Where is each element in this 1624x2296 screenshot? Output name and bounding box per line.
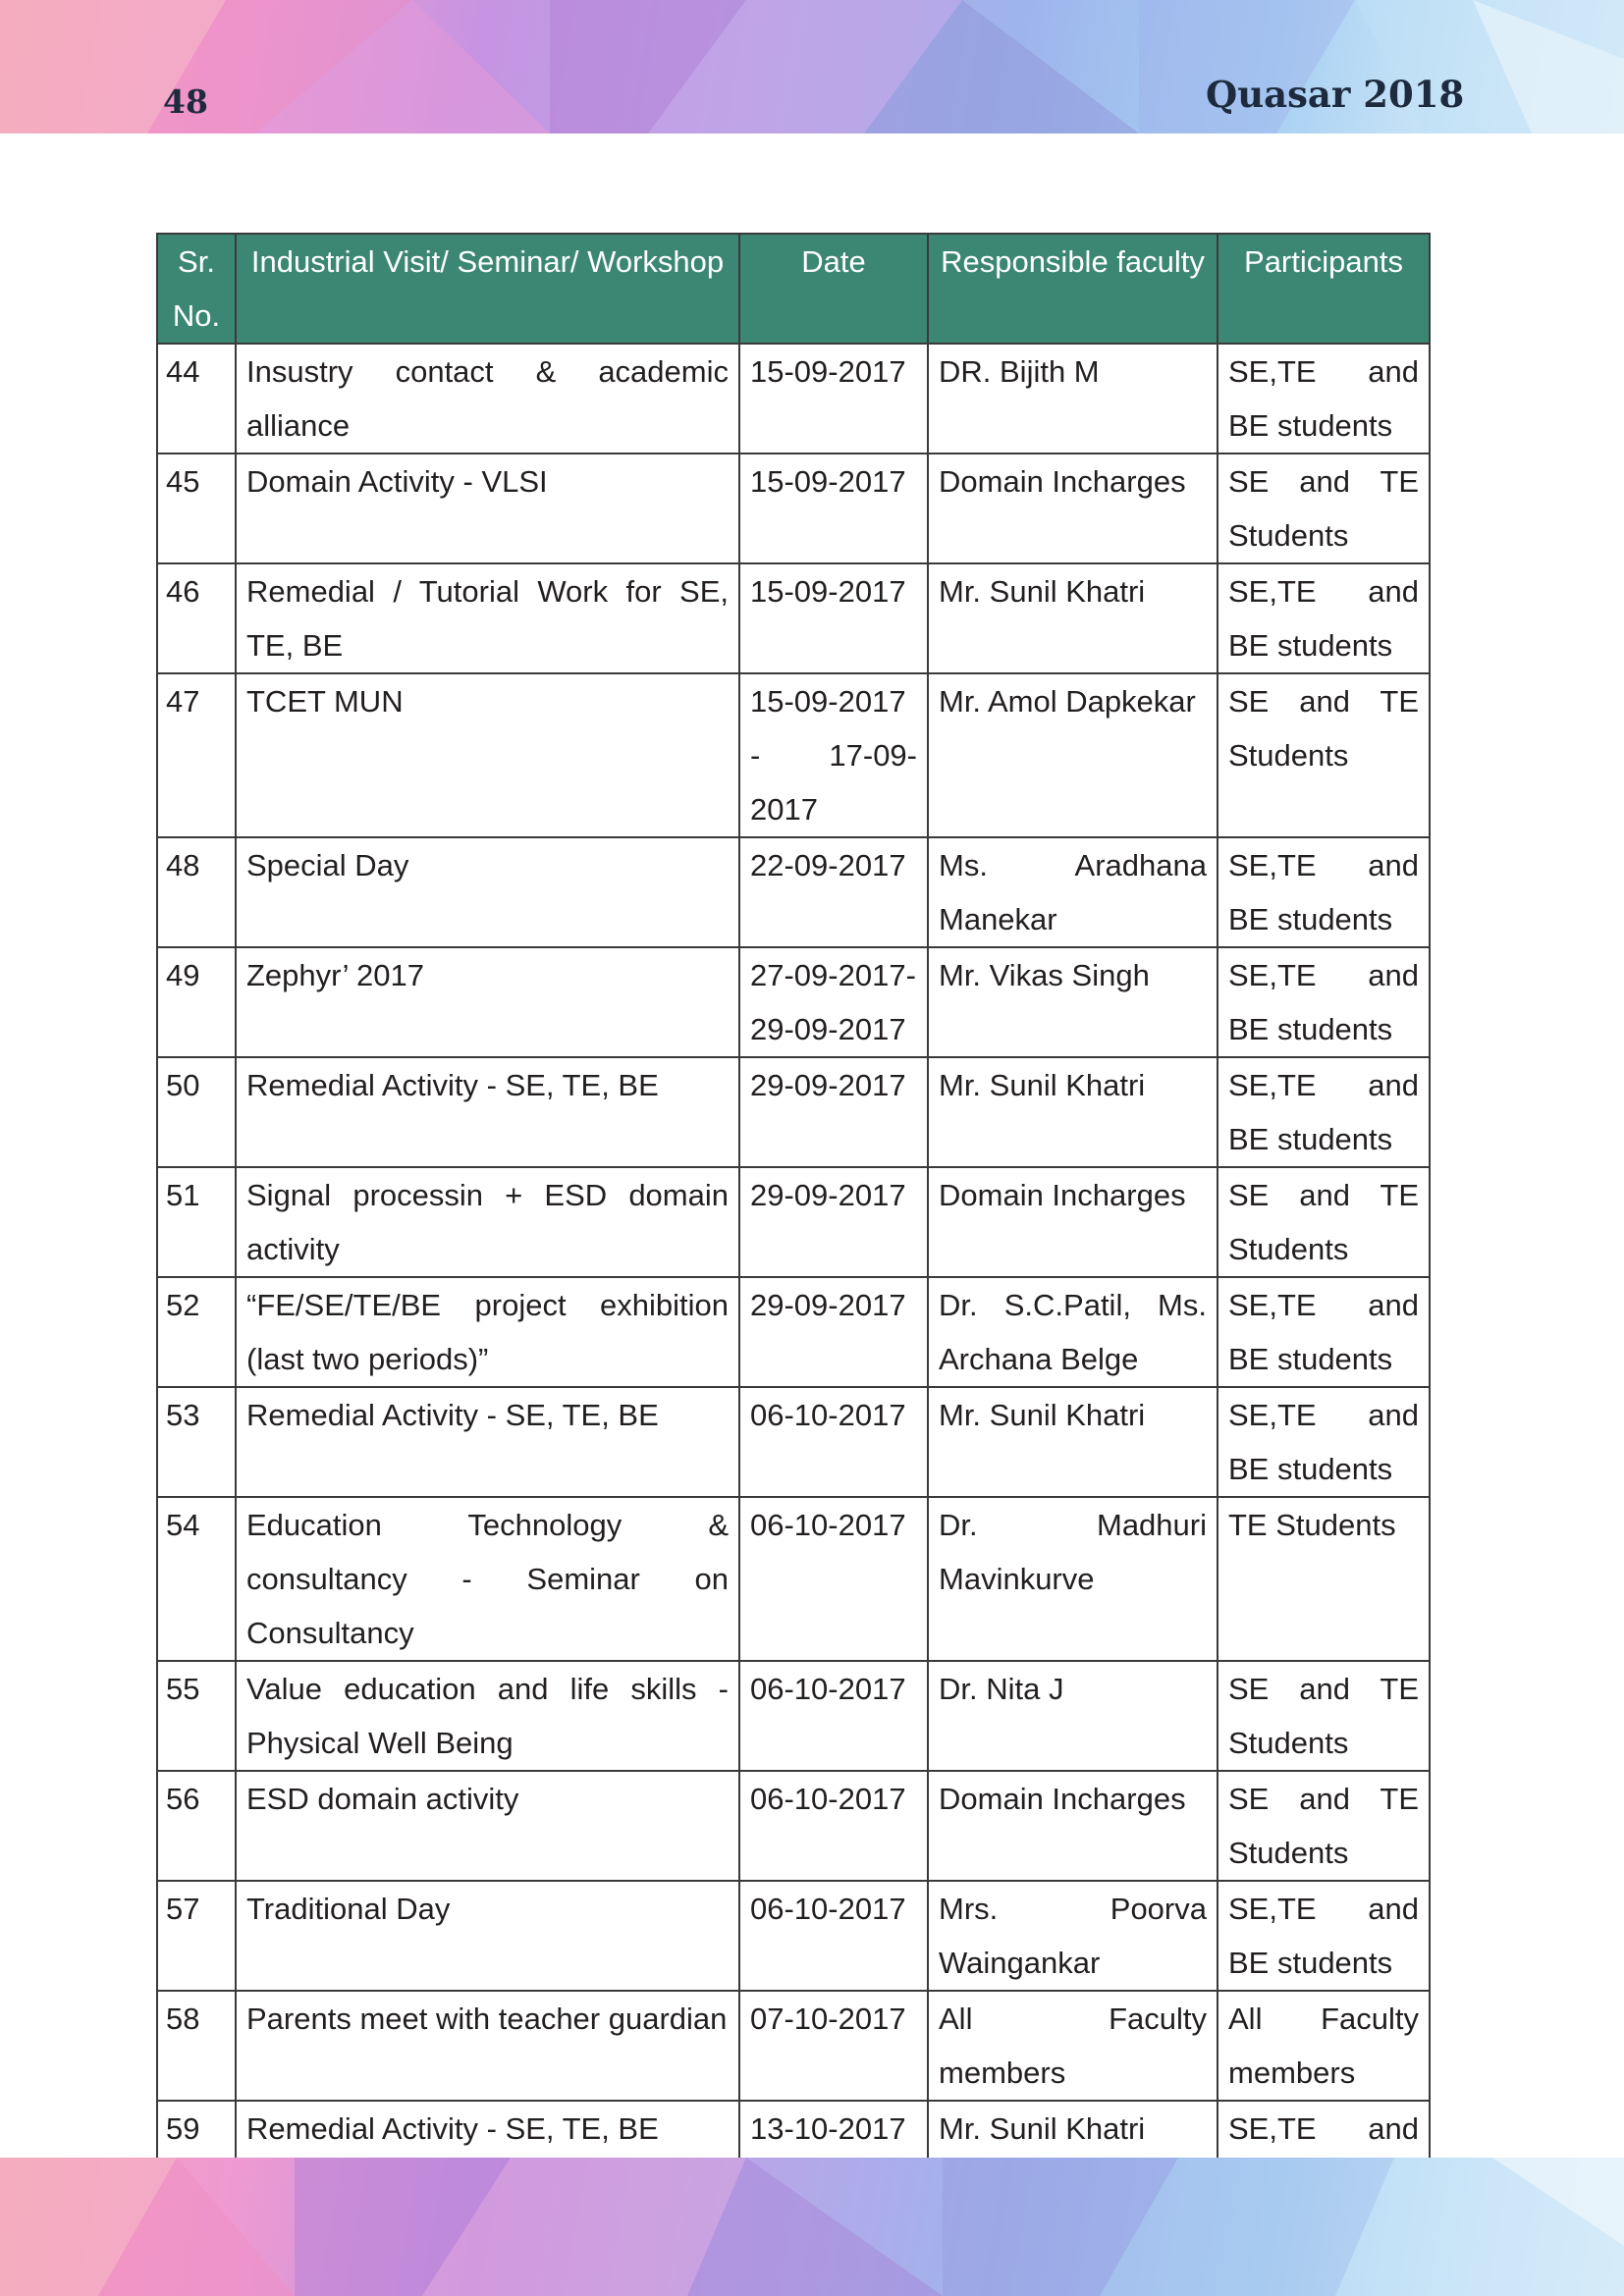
participants-cell: All Faculty members xyxy=(1218,1991,1430,2101)
faculty-cell: Mr. Vikas Singh xyxy=(928,947,1218,1057)
faculty-cell: Domain Incharges xyxy=(928,1771,1218,1881)
participants-cell: SE and TE Students xyxy=(1218,673,1430,837)
sr-no-cell: 53 xyxy=(157,1387,236,1497)
table-row xyxy=(157,344,1430,454)
faculty-cell: Mrs. Poorva Waingankar xyxy=(928,1881,1218,1991)
event-cell: Special Day xyxy=(236,837,739,947)
participants-cell: SE,TE and xyxy=(1218,2101,1430,2211)
event-cell: Traditional Day xyxy=(236,1881,739,1991)
faculty-cell: Mr. Sunil Khatri xyxy=(928,1057,1218,1167)
table-row xyxy=(157,1387,1430,1497)
event-cell: Domain Activity - VLSI xyxy=(236,454,739,563)
faculty-cell: Ms. Aradhana Manekar xyxy=(928,837,1218,947)
table-row xyxy=(157,1277,1430,1387)
events-table xyxy=(156,233,1431,2212)
event-cell: Remedial Activity - SE, TE, BE xyxy=(236,2101,739,2211)
date-cell: 15-09-2017 xyxy=(739,454,928,563)
sr-no-cell: 59 xyxy=(157,2101,236,2211)
faculty-cell: Domain Incharges xyxy=(928,1167,1218,1277)
faculty-cell: Mr. Sunil Khatri xyxy=(928,2101,1218,2211)
event-cell: TCET MUN xyxy=(236,673,739,837)
sr-no-cell: 47 xyxy=(157,673,236,837)
footer-banner xyxy=(0,2158,1624,2296)
participants-cell: SE and TE Students xyxy=(1218,454,1430,563)
date-cell: 29-09-2017 xyxy=(739,1277,928,1387)
event-cell: ESD domain activity xyxy=(236,1771,739,1881)
sr-no-cell: 48 xyxy=(157,837,236,947)
sr-no-cell: 52 xyxy=(157,1277,236,1387)
faculty-cell: Mr. Sunil Khatri xyxy=(928,563,1218,673)
date-cell: 27-09-2017-29-09-2017 xyxy=(739,947,928,1057)
sr-no-cell: 46 xyxy=(157,563,236,673)
sr-no-cell: 45 xyxy=(157,454,236,563)
date-cell: 13-10-2017 xyxy=(739,2101,928,2211)
faculty-cell: Mr. Amol Dapkekar xyxy=(928,673,1218,837)
table-row xyxy=(157,673,1430,837)
column-header-date: Date xyxy=(739,234,928,344)
participants-cell: SE,TE and BE students xyxy=(1218,344,1430,454)
date-cell: 07-10-2017 xyxy=(739,1991,928,2101)
date-cell: 06-10-2017 xyxy=(739,1771,928,1881)
date-cell: 29-09-2017 xyxy=(739,1167,928,1277)
date-cell: 22-09-2017 xyxy=(739,837,928,947)
sr-no-cell: 50 xyxy=(157,1057,236,1167)
participants-cell: SE,TE and BE students xyxy=(1218,1277,1430,1387)
table-header-row xyxy=(157,234,1430,344)
sr-no-cell: 54 xyxy=(157,1497,236,1661)
faculty-cell: Dr. Madhuri Mavinkurve xyxy=(928,1497,1218,1661)
table-row xyxy=(157,1497,1430,1661)
sr-no-cell: 49 xyxy=(157,947,236,1057)
decorative-polygons xyxy=(0,2158,1624,2296)
table-row xyxy=(157,947,1430,1057)
table-row xyxy=(157,1771,1430,1881)
event-cell: Remedial / Tutorial Work for SE, TE, BE xyxy=(236,563,739,673)
date-cell: 06-10-2017 xyxy=(739,1881,928,1991)
participants-cell: TE Students xyxy=(1218,1497,1430,1661)
page-number: 48 xyxy=(163,82,208,121)
sr-no-cell: 44 xyxy=(157,344,236,454)
participants-cell: SE,TE and BE students xyxy=(1218,947,1430,1057)
sr-no-cell: 55 xyxy=(157,1661,236,1771)
faculty-cell: DR. Bijith M xyxy=(928,344,1218,454)
event-cell: Remedial Activity - SE, TE, BE xyxy=(236,1057,739,1167)
table-row xyxy=(157,1881,1430,1991)
column-header-event: Industrial Visit/ Seminar/ Workshop xyxy=(236,234,739,344)
event-cell: Remedial Activity - SE, TE, BE xyxy=(236,1387,739,1497)
participants-cell: SE,TE and BE students xyxy=(1218,837,1430,947)
event-cell: Parents meet with teacher guardian xyxy=(236,1991,739,2101)
table-row xyxy=(157,563,1430,673)
date-cell: 06-10-2017 xyxy=(739,1387,928,1497)
date-cell: 06-10-2017 xyxy=(739,1497,928,1661)
sr-no-cell: 56 xyxy=(157,1771,236,1881)
date-cell: 29-09-2017 xyxy=(739,1057,928,1167)
event-cell: Zephyr’ 2017 xyxy=(236,947,739,1057)
date-cell: 06-10-2017 xyxy=(739,1661,928,1771)
date-cell: 15-09-2017 - 17-09-2017 xyxy=(739,673,928,837)
participants-cell: SE and TE Students xyxy=(1218,1771,1430,1881)
column-header-sr-no: Sr. No. xyxy=(157,234,236,344)
sr-no-cell: 58 xyxy=(157,1991,236,2101)
sr-no-cell: 57 xyxy=(157,1881,236,1991)
publication-title: Quasar 2018 xyxy=(1206,73,1465,116)
faculty-cell: All Faculty members xyxy=(928,1991,1218,2101)
participants-cell: SE,TE and BE students xyxy=(1218,563,1430,673)
participants-cell: SE,TE and BE students xyxy=(1218,1057,1430,1167)
event-cell: Value education and life skills -Physical Well Being xyxy=(236,1661,739,1771)
faculty-cell: Dr. S.C.Patil, Ms. Archana Belge xyxy=(928,1277,1218,1387)
faculty-cell: Mr. Sunil Khatri xyxy=(928,1387,1218,1497)
event-cell: Insustry contact & academic alliance xyxy=(236,344,739,454)
column-header-participants: Participants xyxy=(1218,234,1430,344)
faculty-cell: Dr. Nita J xyxy=(928,1661,1218,1771)
column-header-faculty: Responsible faculty xyxy=(928,234,1218,344)
date-cell: 15-09-2017 xyxy=(739,344,928,454)
date-cell: 15-09-2017 xyxy=(739,563,928,673)
event-cell: Education Technology & consultancy - Seminar on Consultancy xyxy=(236,1497,739,1661)
participants-cell: SE,TE and BE students xyxy=(1218,1387,1430,1497)
participants-cell: SE and TE Students xyxy=(1218,1167,1430,1277)
event-cell: Signal processin + ESD domain activity xyxy=(236,1167,739,1277)
table-row xyxy=(157,837,1430,947)
table-row xyxy=(157,454,1430,563)
table-row xyxy=(157,1991,1430,2101)
sr-no-cell: 51 xyxy=(157,1167,236,1277)
table-row xyxy=(157,1167,1430,1277)
faculty-cell: Domain Incharges xyxy=(928,454,1218,563)
table-row xyxy=(157,1057,1430,1167)
table-row xyxy=(157,1661,1430,1771)
participants-cell: SE,TE and BE students xyxy=(1218,1881,1430,1991)
event-cell: “FE/SE/TE/BE project exhibition (last two periods)” xyxy=(236,1277,739,1387)
participants-cell: SE and TE Students xyxy=(1218,1661,1430,1771)
